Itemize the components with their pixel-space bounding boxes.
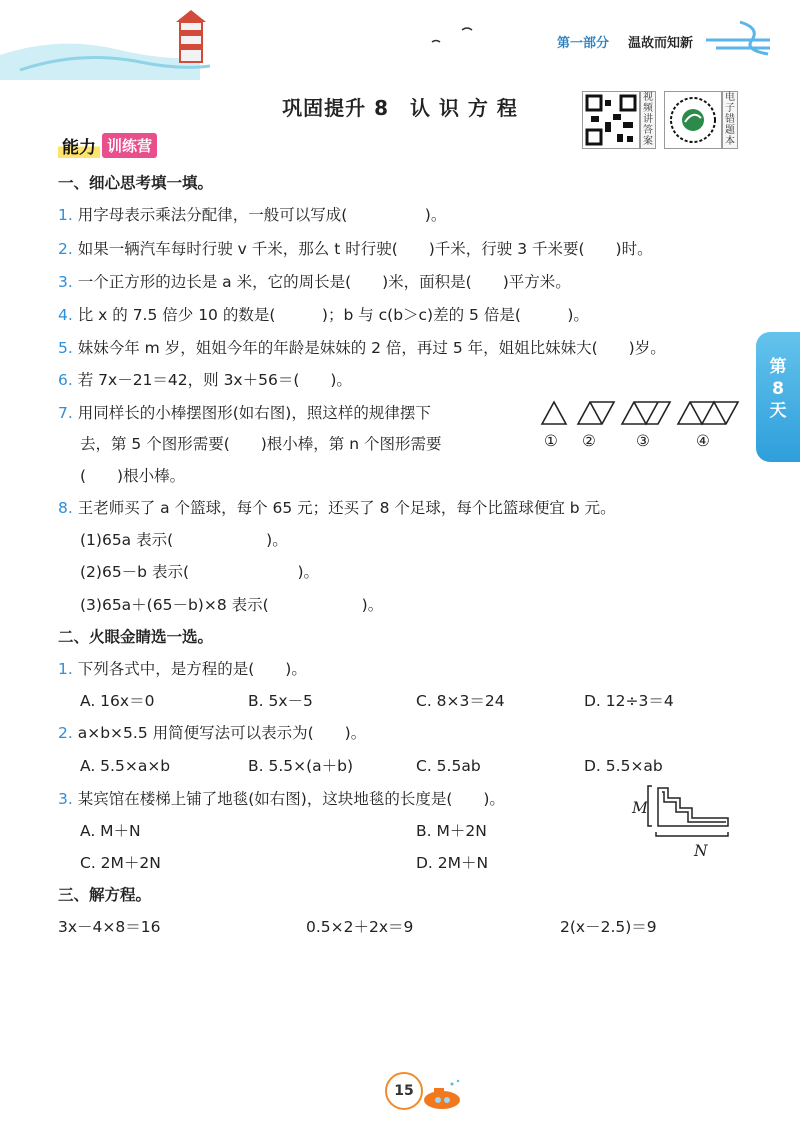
question-1-8-sub1: (1)65a 表示( )。 (80, 531, 288, 549)
section-badge (58, 133, 157, 157)
option-2-1-c[interactable]: C. 8×3＝24 (416, 692, 505, 710)
option-2-3-a[interactable]: A. M＋N (80, 822, 141, 840)
stairs-carpet-figure (628, 782, 740, 862)
section-title-solve: 三、解方程。 (58, 886, 152, 904)
page-number: 15 (385, 1072, 423, 1110)
stairs-label-n: N (694, 842, 708, 860)
option-2-2-c[interactable]: C. 5.5ab (416, 757, 481, 775)
option-2-2-d[interactable]: D. 5.5×ab (584, 757, 663, 775)
option-2-2-b[interactable]: B. 5.5×(a＋b) (248, 757, 354, 775)
question-1-8: 8. 王老师买了 a 个篮球，每个 65 元；还买了 8 个足球，每个比篮球便宜 b 元。 (58, 499, 616, 517)
qr-code-errorbook[interactable] (664, 91, 722, 149)
header-part: 第一部分 (557, 36, 610, 51)
qr-icon (583, 92, 639, 148)
option-2-3-c[interactable]: C. 2M＋2N (80, 854, 161, 872)
page-title: 巩固提升 8 认 识 方 程 (282, 96, 518, 120)
equation-1: 3x－4×8＝16 (58, 918, 161, 936)
qr-code-video[interactable] (582, 91, 640, 149)
section-title-fill: 一、细心思考填一填。 (58, 174, 214, 192)
side-tab-line1: 第 (769, 357, 787, 377)
header-subtitle: 温故而知新 (628, 36, 694, 51)
option-2-1-a[interactable]: A. 16x＝0 (80, 692, 155, 710)
submarine-icon (418, 1078, 468, 1112)
question-1-8-sub3: (3)65a＋(65－b)×8 表示( )。 (80, 596, 384, 614)
question-2-2: 2. a×b×5.5 用简便写法可以表示为( )。 (58, 724, 367, 742)
question-1-1: 1. 用字母表示乘法分配律，一般可以写成( )。 (58, 206, 447, 224)
figure-label-4: ④ (696, 432, 710, 450)
badge-part2: 训练营 (102, 133, 157, 158)
figure-label-2: ② (582, 432, 596, 450)
question-1-7-cont1: 去，第 5 个图形需要( )根小棒，第 n 个图形需要 (80, 435, 442, 453)
side-tab-line2: 8 (772, 379, 784, 399)
figure-label-1: ① (544, 432, 558, 450)
question-1-4: 4. 比 x 的 7.5 倍少 10 的数是( )；b 与 c(b＞c)差的 5 倍是( )。 (58, 306, 589, 324)
qr-icon (665, 92, 721, 148)
option-2-3-b[interactable]: B. M＋2N (416, 822, 487, 840)
triangle-pattern-figure (538, 398, 744, 428)
stairs-label-m: M (632, 799, 648, 817)
badge-part1: 能力 (58, 133, 100, 158)
equation-3: 2(x－2.5)＝9 (560, 918, 657, 936)
question-2-3: 3. 某宾馆在楼梯上铺了地毯(如右图)，这块地毯的长度是( )。 (58, 790, 505, 808)
question-1-3: 3. 一个正方形的边长是 a 米，它的周长是( )米，面积是( )平方米。 (58, 273, 571, 291)
qr-label-video: 视频讲答案 (640, 91, 656, 149)
question-1-7-cont2: ( )根小棒。 (80, 467, 186, 485)
side-tab-line3: 天 (769, 401, 787, 421)
option-2-1-d[interactable]: D. 12÷3＝4 (584, 692, 674, 710)
figure-label-3: ③ (636, 432, 650, 450)
day-side-tab (756, 332, 800, 462)
equation-2: 0.5×2＋2x＝9 (306, 918, 414, 936)
option-2-2-a[interactable]: A. 5.5×a×b (80, 757, 171, 775)
question-1-5: 5. 妹妹今年 m 岁，姐姐今年的年龄是妹妹的 2 倍，再过 5 年，姐姐比妹妹大( )岁。 (58, 339, 666, 357)
question-2-1: 1. 下列各式中，是方程的是( )。 (58, 660, 307, 678)
question-1-8-sub2: (2)65－b 表示( )。 (80, 563, 320, 581)
question-1-6: 6. 若 7x－21＝42，则 3x＋56＝( )。 (58, 371, 352, 389)
section-title-choose: 二、火眼金睛选一选。 (58, 628, 214, 646)
option-2-3-d[interactable]: D. 2M＋N (416, 854, 489, 872)
question-1-2: 2. 如果一辆汽车每时行驶 v 千米，那么 t 时行驶( )千米，行驶 3 千米要( )时。 (58, 240, 653, 258)
question-1-7: 7. 用同样长的小棒摆图形(如右图)，照这样的规律摆下 (58, 404, 431, 422)
option-2-1-b[interactable]: B. 5x－5 (248, 692, 313, 710)
qr-label-errorbook: 电子错题本 (722, 91, 738, 149)
